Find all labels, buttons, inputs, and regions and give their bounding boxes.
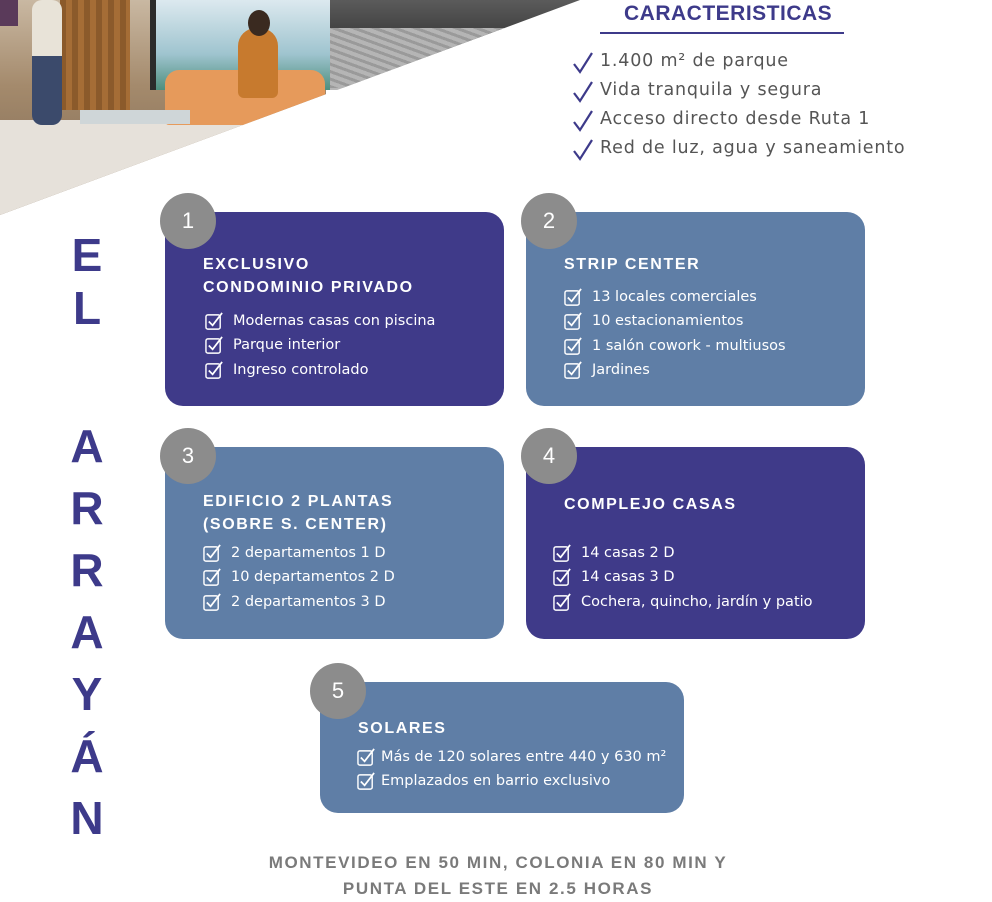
title-underline: [600, 32, 844, 34]
characteristics-list: [570, 48, 905, 164]
checkbox-check-icon: [553, 593, 572, 612]
title-letter: Y: [71, 668, 103, 720]
checkbox-check-icon: [564, 288, 583, 307]
interior-photo: [0, 0, 326, 215]
list-item: 10 departamentos 2 D: [203, 567, 395, 591]
card-list: [564, 287, 786, 384]
footer-distances: MONTEVIDEO EN 50 MIN, COLONIA EN 80 MIN Y PUNTA DEL ESTE EN 2.5 HORAS: [268, 853, 728, 898]
number-badge: 5: [310, 663, 366, 719]
exterior-photo: [330, 0, 580, 90]
card-title: STRIP CENTER: [564, 256, 701, 273]
list-item: Más de 120 solares entre 440 y 630 m²: [357, 747, 666, 771]
list-item: Ingreso controlado: [205, 360, 435, 384]
header-photo-collage: [0, 0, 580, 215]
list-item: 14 casas 3 D: [553, 567, 813, 591]
feature-item: Red de luz, agua y saneamiento: [570, 135, 905, 164]
number-badge: 2: [521, 193, 577, 249]
title-letter: Á: [70, 730, 104, 782]
list-item: Parque interior: [205, 335, 435, 359]
checkmark-icon: [572, 81, 594, 103]
list-item: 14 casas 2 D: [553, 543, 813, 567]
checkbox-check-icon: [357, 772, 376, 791]
card-list: [203, 543, 395, 616]
title-letter: L: [72, 282, 102, 334]
checkbox-check-icon: [564, 337, 583, 356]
number-badge: 1: [160, 193, 216, 249]
card-list: [553, 543, 813, 616]
card-strip-center: [526, 212, 865, 406]
list-item: Jardines: [564, 360, 786, 384]
card-condominio: [165, 212, 504, 406]
feature-item: 1.400 m² de parque: [570, 48, 905, 77]
list-item: 2 departamentos 3 D: [203, 592, 395, 616]
card-title: SOLARES: [358, 720, 447, 737]
vertical-title-el-arrayan: [58, 229, 116, 857]
title-letter: N: [70, 792, 104, 844]
checkbox-check-icon: [203, 593, 222, 612]
checkbox-check-icon: [564, 361, 583, 380]
card-title: COMPLEJO CASAS: [564, 496, 737, 513]
checkmark-icon: [572, 110, 594, 132]
list-item: 13 locales comerciales: [564, 287, 786, 311]
card-edificio: [165, 447, 504, 639]
title-letter: A: [70, 606, 104, 658]
card-list: [357, 747, 666, 796]
card-solares: [320, 682, 684, 813]
title-gap: [58, 338, 116, 423]
card-complejo-casas: [526, 447, 865, 639]
checkbox-check-icon: [564, 312, 583, 331]
checkbox-check-icon: [203, 568, 222, 587]
list-item: Modernas casas con piscina: [205, 311, 435, 335]
title-letter: A: [70, 420, 104, 472]
card-list: [205, 311, 435, 384]
checkbox-check-icon: [203, 544, 222, 563]
number-badge: 3: [160, 428, 216, 484]
list-item: 1 salón cowork - multiusos: [564, 336, 786, 360]
checkbox-check-icon: [357, 748, 376, 767]
checkmark-icon: [572, 139, 594, 161]
title-letter: R: [70, 482, 104, 534]
checkbox-check-icon: [553, 544, 572, 563]
list-item: Emplazados en barrio exclusivo: [357, 771, 666, 795]
title-letter: E: [71, 229, 103, 281]
list-item: 10 estacionamientos: [564, 311, 786, 335]
card-title: EXCLUSIVO CONDOMINIO PRIVADO: [203, 256, 414, 296]
list-item: 2 departamentos 1 D: [203, 543, 395, 567]
number-badge: 4: [521, 428, 577, 484]
feature-item: Vida tranquila y segura: [570, 77, 905, 106]
characteristics-title: CARACTERISTICAS: [624, 2, 833, 25]
checkbox-check-icon: [553, 568, 572, 587]
title-letter: R: [70, 544, 104, 596]
checkmark-icon: [572, 52, 594, 74]
list-item: Cochera, quincho, jardín y patio: [553, 592, 813, 616]
checkbox-check-icon: [205, 312, 224, 331]
checkbox-check-icon: [205, 361, 224, 380]
card-title: EDIFICIO 2 PLANTAS (SOBRE S. CENTER): [203, 493, 394, 533]
feature-item: Acceso directo desde Ruta 1: [570, 106, 905, 135]
checkbox-check-icon: [205, 336, 224, 355]
